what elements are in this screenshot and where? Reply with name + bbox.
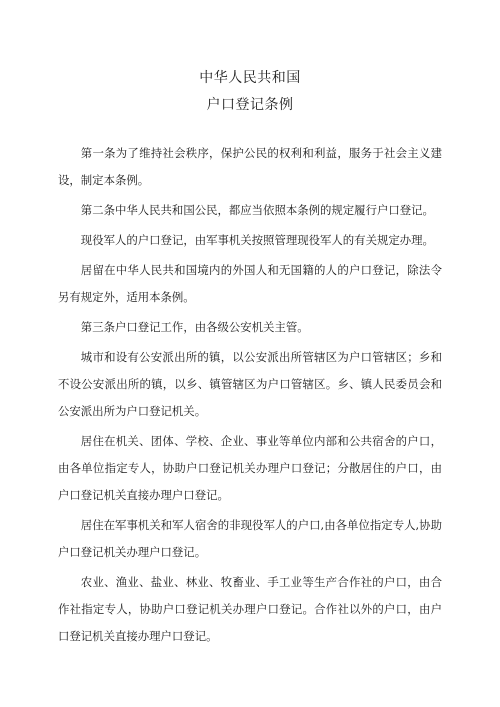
paragraph-3: 现役军人的户口登记，由军事机关按照管理现役军人的有关规定办理。	[80, 233, 434, 247]
paragraph-6: 城市和设有公安派出所的镇，以公安派出所管辖区为户口管辖区；乡和不设公安派出所的镇，以乡、镇管辖区为户口管辖区。乡、镇人民委员会和公安派出所为户口登记机关。	[58, 350, 442, 418]
paragraph-2: 第二条中华人民共和国公民，都应当依照本条例的规定履行户口登记。	[80, 203, 434, 217]
paragraph-8: 居住在军事机关和军人宿舍的非现役军人的户口,由各单位指定专人,协助户口登记机关办理户口登记。	[58, 518, 442, 559]
document-title-line-2: 户口登记条例	[206, 97, 294, 113]
paragraph-4: 居留在中华人民共和国境内的外国人和无国籍的人的户口登记，除法令另有规定外，适用本条例。	[58, 263, 442, 304]
document-title-line-1: 中华人民共和国	[199, 70, 301, 86]
paragraph-1: 第一条为了维持社会秩序，保护公民的权利和利益，服务于社会主义建设，制定本条例。	[58, 146, 442, 187]
paragraph-5: 第三条户口登记工作，由各级公安机关主管。	[80, 320, 309, 334]
paragraph-7: 居住在机关、团体、学校、企业、事业等单位内部和公共宿舍的户口，由各单位指定专人，协助户口登记机关办理户口登记；分散居住的户口，由户口登记机关直接办理户口登记。	[58, 434, 442, 502]
document-body	[58, 140, 442, 653]
paragraph-9: 农业、渔业、盐业、林业、牧畜业、手工业等生产合作社的户口，由合作社指定专人，协助户口登记机关办理户口登记。合作社以外的户口，由户口登记机关直接办理户口登记。	[58, 575, 442, 643]
